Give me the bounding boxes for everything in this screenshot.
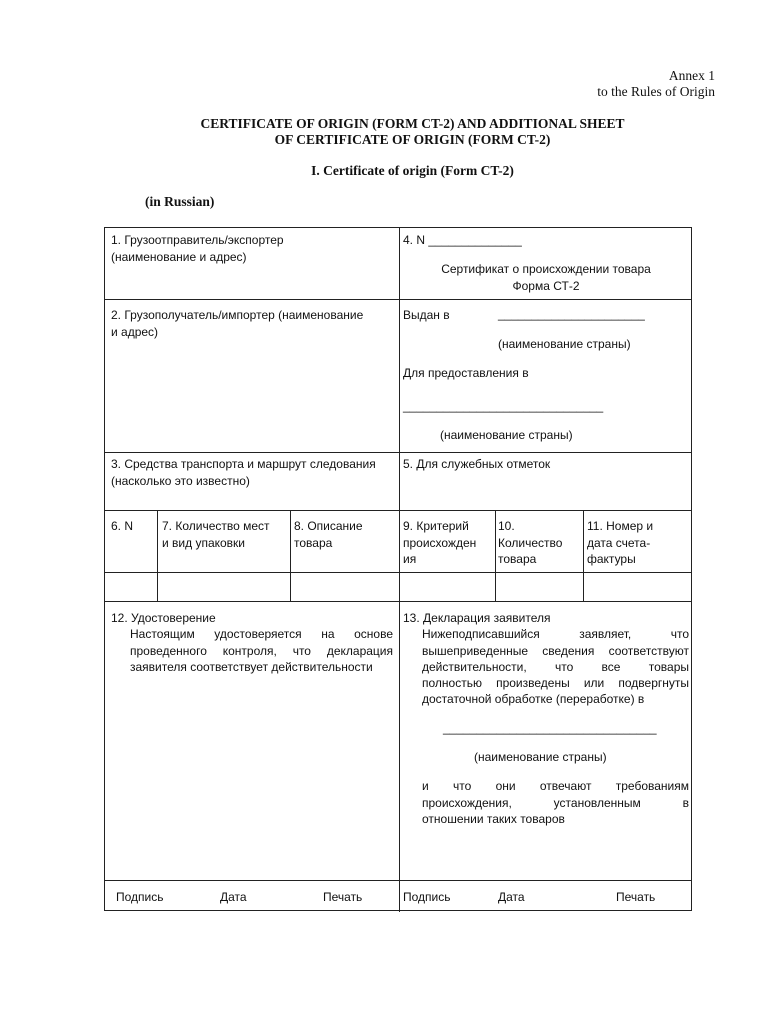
row-divider-1 <box>105 299 691 300</box>
box12-title: 12. Удостоверение <box>111 611 216 625</box>
signature-divider <box>105 880 691 881</box>
section-title: I. Certificate of origin (Form CT-2) <box>311 163 514 178</box>
provided-to-label: Для предоставления в <box>403 366 529 380</box>
signature-right: Подпись <box>403 890 451 904</box>
box13-text-line7: происхождения, установленным в <box>422 796 689 810</box>
col-divider-7-8 <box>290 510 291 601</box>
box1-label: 1. Грузоотправитель/экспортер <box>111 233 284 247</box>
row-divider-2 <box>105 452 691 453</box>
col10-header-line3: товара <box>498 552 537 566</box>
certificate-form <box>104 227 692 911</box>
col6-header: 6. N <box>111 519 134 533</box>
box4-form-name: Форма СТ-2 <box>512 279 580 293</box>
seal-right: Печать <box>616 890 656 904</box>
box2-sublabel: и адрес) <box>111 325 159 339</box>
col11-header-line1: 11. Номер и <box>587 519 654 533</box>
date-left: Дата <box>220 890 247 904</box>
document-title <box>0 116 770 148</box>
box12-text-line1: Настоящим удостоверяется на основе <box>130 627 393 641</box>
col9-header-line2: происхожден <box>403 536 477 550</box>
box13-text-line6: и что они отвечают требованиям <box>422 779 689 793</box>
col7-header-line2: и вид упаковки <box>162 536 246 550</box>
box13-country-blank: ________________________________ <box>443 721 657 735</box>
issued-in-label: Выдан в <box>403 308 450 322</box>
box5-label: 5. Для служебных отметок <box>403 457 551 471</box>
row-divider-4 <box>105 572 691 573</box>
col9-header-line3: ия <box>403 552 417 566</box>
box13-text-line5: достаточной обработке (переработке) в <box>422 692 645 706</box>
box4-number: 4. N ______________ <box>403 233 522 247</box>
col-divider-8-9 <box>399 510 400 601</box>
col9-header-line1: 9. Критерий <box>403 519 469 533</box>
signature-left: Подпись <box>116 890 164 904</box>
col8-header-line2: товара <box>294 536 333 550</box>
annex-header <box>597 68 715 100</box>
box13-text-line4: полностью произведены или подвергнуты <box>422 676 689 690</box>
col7-header-line1: 7. Количество мест <box>162 519 270 533</box>
provided-country-caption: (наименование страны) <box>440 428 573 442</box>
box13-text-line2: вышеприведенные сведения соответствуют <box>422 644 689 658</box>
title-line-2: OF CERTIFICATE OF ORIGIN (FORM CT-2) <box>274 132 551 147</box>
box4-certificate-title: Сертификат о происхождении товара <box>441 262 651 276</box>
box2-label: 2. Грузополучатель/импортер (наименование <box>111 308 364 322</box>
col11-header-line2: дата счета- <box>587 536 651 550</box>
col-divider-main-bottom <box>399 601 400 912</box>
box13-text-line3: действительности, что все товары <box>422 660 689 674</box>
provided-to-blank: ______________________________ <box>403 399 604 413</box>
box3-sublabel: (насколько это известно) <box>111 474 250 488</box>
seal-left: Печать <box>323 890 363 904</box>
box13-country-caption: (наименование страны) <box>474 750 607 764</box>
issued-in-blank: ______________________ <box>498 307 645 321</box>
box12-text-line2: проведенного контроля, что декларация <box>130 644 393 658</box>
col10-header-line2: Количество <box>498 536 563 550</box>
box13-text-line8: отношении таких товаров <box>422 812 565 826</box>
col-divider-10-11 <box>583 510 584 601</box>
col-divider-9-10 <box>495 510 496 601</box>
date-right: Дата <box>498 890 525 904</box>
col10-header-line1: 10. <box>498 519 515 533</box>
issued-country-caption: (наименование страны) <box>498 337 631 351</box>
col11-header-line3: фактуры <box>587 552 636 566</box>
annex-number: Annex 1 <box>668 68 715 83</box>
row-divider-5 <box>105 601 691 602</box>
box13-title: 13. Декларация заявителя <box>403 611 551 625</box>
box13-text-line1: Нижеподписавшийся заявляет, что <box>422 627 689 641</box>
box3-label: 3. Средства транспорта и маршрут следования <box>111 457 376 471</box>
language-note: (in Russian) <box>145 194 215 209</box>
col8-header-line1: 8. Описание <box>294 519 363 533</box>
col-divider-main-top <box>399 228 400 510</box>
title-line-1: CERTIFICATE OF ORIGIN (FORM CT-2) AND ADDITIONAL SHEET <box>200 116 625 131</box>
box12-text-line3: заявителя соответствует действительности <box>130 660 373 674</box>
row-divider-3 <box>105 510 691 511</box>
box1-sublabel: (наименование и адрес) <box>111 250 247 264</box>
col-divider-6-7 <box>157 510 158 601</box>
annex-subtitle: to the Rules of Origin <box>597 84 715 99</box>
